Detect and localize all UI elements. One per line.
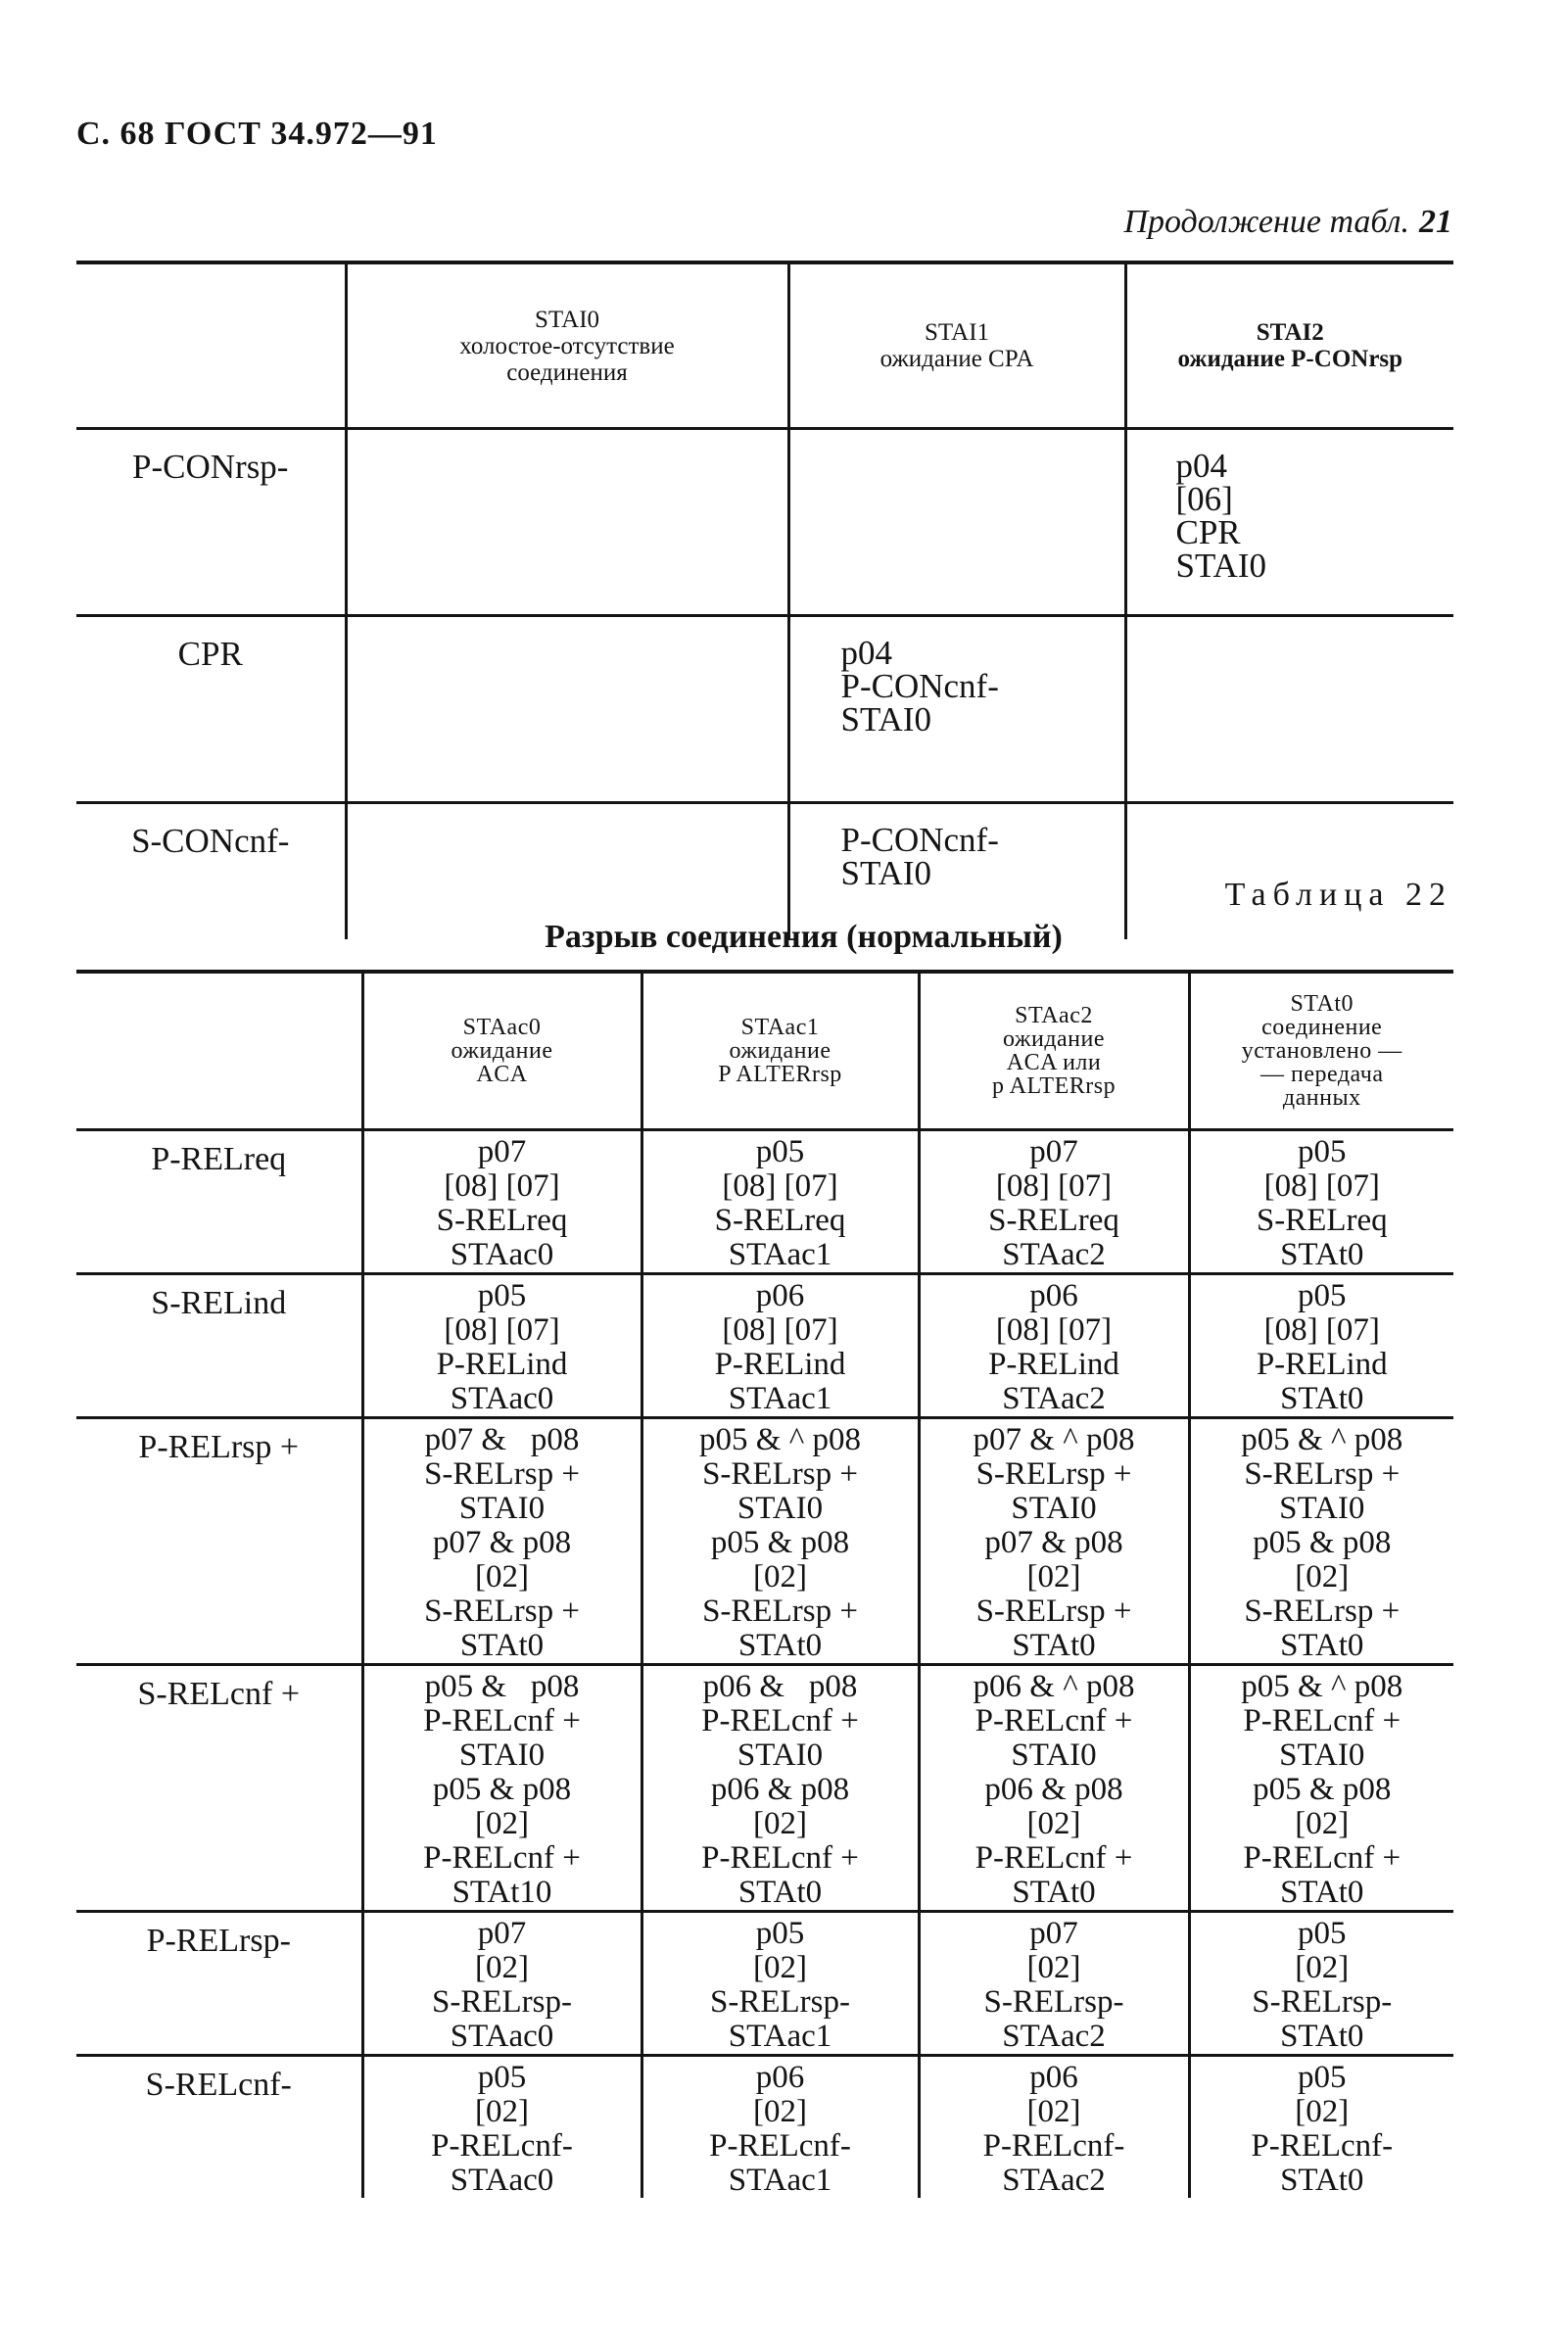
cell-line: p06 & p08 [710,1772,850,1807]
cell-line: [08] [07] [995,1168,1113,1204]
table22-cell [1189,1418,1453,1665]
cell-line: P-RELind [436,1347,568,1382]
cell-line: STAac0 [462,1015,542,1040]
cell-line: ACA или [1006,1050,1102,1075]
cell-line: STAt0 [1280,1875,1364,1910]
cell-line: [02] [1295,1559,1350,1595]
table22-title: Разрыв соединения (нормальный) [545,919,1063,955]
cell-line: STAt0 [1280,2163,1364,2198]
table22-cell [919,1912,1189,2056]
cell-line: p06 & ^ p08 [973,1669,1135,1704]
cell-line: p ALTERrsp [991,1073,1117,1099]
cell-line: p05 [1298,2060,1347,2095]
cell-line: [02] [1026,1950,1081,1985]
cell-line: p05 & p08 [424,1669,580,1704]
cell-line: STAt0 [737,1628,823,1663]
cell-line: STAac2 [1002,2163,1106,2198]
cell-line: установлено — [1241,1038,1402,1064]
cell-line: P-RELcnf + [701,1840,859,1876]
cell-line: p07 & p08 [432,1525,572,1560]
cell-line: P-RELcnf + [1243,1840,1402,1876]
cell-line: p05 & ^ p08 [699,1422,861,1457]
cell-line: [08] [07] [995,1312,1113,1348]
cell-line: p05 [477,1278,527,1313]
table22-row [76,1418,1453,1665]
cell-line: STAI0 [736,1491,824,1526]
cell-line: ожидание [1002,1026,1106,1052]
cell-line: STAac2 [1015,1003,1093,1028]
cell-line: STAac1 [740,1015,820,1040]
table22-row [76,1274,1453,1418]
table21-corner-cell [76,262,346,429]
cell-line: p05 [755,1916,805,1951]
cell-line: [02] [1026,1806,1081,1841]
table22-cell [362,1418,641,1665]
table21-col-header [346,262,788,429]
cell-line: STAI0 [840,854,931,892]
cell-line: STAI0 [1279,1738,1365,1773]
cell-line: STAac2 [1002,2019,1106,2054]
cell-line: p07 [477,1134,527,1169]
table22-col-header [919,972,1189,1130]
table22-cell [919,1274,1189,1418]
cell-line: STAI0 [1279,1491,1365,1526]
cell-line: STAI0 [458,1738,546,1773]
cell-line: S-RELrsp + [975,1594,1132,1629]
cell-line: STAI0 [458,1491,546,1526]
table22-col-header [1189,972,1453,1130]
cell-line: p05 [477,2060,527,2095]
cell-line: P-RELcnf- [709,2128,851,2164]
cell-line: p06 & p08 [984,1772,1123,1807]
table21-col-header [1125,262,1453,429]
cell-line: P-RELcnf + [974,1840,1133,1876]
cell-line: p05 & p08 [1253,1525,1392,1560]
cell-line: S-RELrsp + [702,1594,858,1629]
table21-caption-text: Продолжение табл. [1123,204,1409,240]
cell-line: STAI0 [1175,547,1266,585]
cell-line: STAt0 [1280,1628,1364,1663]
cell-line: S-RELrsp- [1252,1984,1393,2020]
table22-row [76,1912,1453,2056]
cell-line: p07 & p08 [984,1525,1123,1560]
table21-header-row [76,262,1453,429]
cell-line: S-RELrsp + [424,1456,580,1492]
cell-line: p05 [1298,1134,1347,1169]
cell-line: STAI0 [534,306,600,333]
cell-line: P-RELcnf + [1243,1703,1402,1738]
cell-line: соединение [1261,1015,1383,1040]
cell-line: [02] [753,2094,807,2129]
cell-line: p06 [1029,2060,1078,2095]
cell-line: p05 & ^ p08 [1241,1669,1403,1704]
table22-row [76,1130,1453,1274]
cell-line: STAI1 [924,319,990,346]
cell-line: STAt0 [737,1875,823,1910]
cell-line: STAt0 [1290,991,1354,1017]
cell-line: p07 & ^ p08 [973,1422,1135,1457]
table21 [76,261,1453,939]
cell-line: [02] [1295,2094,1350,2129]
table22-cell [641,1274,919,1418]
cell-line: p06 & p08 [702,1669,858,1704]
cell-line: S-RELrsp- [432,1984,572,2020]
table22-col-header [641,972,919,1130]
cell-line: p06 [755,2060,805,2095]
cell-line: [02] [475,1806,529,1841]
cell-line: S-RELrsp + [424,1594,580,1629]
cell-line: S-RELreq [714,1203,846,1238]
cell-line: STAac0 [450,1237,554,1272]
cell-line: P-RELcnf + [701,1703,859,1738]
cell-line: STAt0 [1012,1628,1096,1663]
cell-line: STAt10 [451,1875,552,1910]
cell-line: [02] [1295,1806,1350,1841]
cell-line: ожидание P-CONrsp [1177,346,1403,372]
table21-caption [1123,204,1452,241]
event-label: S-RELcnf- [145,2067,292,2103]
cell-line: [08] [07] [722,1168,838,1204]
cell-line: STAt0 [1280,1237,1364,1272]
table22-cell [1189,1912,1453,2056]
table21-row [76,616,1453,803]
event-label: S-RELcnf + [76,1665,362,1912]
cell-line: P-RELcnf- [1251,2128,1394,2164]
cell-line: холостое-отсутствие [459,332,675,359]
cell-line: p07 [477,1916,527,1951]
cell-line: S-RELrsp + [702,1456,858,1492]
cell-line: S-RELreq [436,1203,568,1238]
cell-line: ожидание CPA [879,346,1034,372]
cell-line: ожидание [451,1038,553,1064]
cell-line: данных [1282,1085,1361,1111]
cell-line: STAac0 [450,2163,554,2198]
cell-line: [02] [475,2094,529,2129]
cell-line: P-CONcnf- [840,821,999,859]
table21-cell [1125,616,1453,803]
cell-line: ожидание [729,1038,832,1064]
cell-line: P-CONcnf- [840,667,999,705]
cell-line: P-RELind [1256,1347,1388,1382]
cell-line: [08] [07] [444,1312,560,1348]
event-label: S-RELind [76,1274,362,1418]
cell-line: [08] [07] [722,1312,838,1348]
table22-cell [1189,1665,1453,1912]
cell-line: STAac1 [728,2019,832,2054]
cell-line: S-RELrsp + [975,1456,1132,1492]
cell-line: p05 [1298,1916,1347,1951]
cell-line: STAac2 [1002,1237,1106,1272]
cell-line: P-RELind [714,1347,846,1382]
table22-cell [362,1130,641,1274]
cell-line: P-RELind [988,1347,1119,1382]
table21-row [76,429,1453,616]
table21-cell [788,616,1125,803]
table21-col-header [788,262,1125,429]
table22-cell [1189,2056,1453,2199]
cell-line: STAI0 [1011,1491,1097,1526]
cell-line: p06 [1029,1278,1078,1313]
table22-row [76,1665,1453,1912]
cell-line: [02] [753,1559,807,1595]
table22-cell [919,1665,1189,1912]
cell-line: P-RELcnf- [982,2128,1125,2164]
table22-cell [919,1418,1189,1665]
cell-line: S-RELreq [988,1203,1119,1238]
event-label: S-CONcnf- [131,822,290,860]
cell-line: S-RELreq [1256,1203,1388,1238]
table22-cell [919,2056,1189,2199]
event-label: P-CONrsp- [76,429,346,616]
cell-line: STAt0 [1280,1381,1364,1416]
cell-line: p05 & ^ p08 [1241,1422,1403,1457]
cell-line: p05 [755,1134,805,1169]
cell-line: STAt0 [459,1628,545,1663]
cell-line: [02] [1295,1950,1350,1985]
cell-line: STAac2 [1002,1381,1106,1416]
cell-line: [02] [475,1950,529,1985]
cell-line: STAac1 [728,1237,832,1272]
cell-line: STAt0 [1280,2019,1364,2054]
cell-line: S-RELrsp- [983,1984,1124,2020]
cell-line: STAac1 [728,1381,832,1416]
table22-cell [362,1665,641,1912]
table22-cell [641,2056,919,2199]
cell-line: P-RELcnf + [423,1703,581,1738]
table22-row [76,2056,1453,2199]
cell-line: P-RELcnf + [974,1703,1133,1738]
table22-cell [1189,1130,1453,1274]
cell-line: S-RELrsp + [1244,1594,1401,1629]
cell-line: p04 [840,634,892,672]
cell-line: STAI0 [1011,1738,1097,1773]
table22-header-row [76,972,1453,1130]
cell-line: P-RELcnf + [423,1840,581,1876]
event-label: CPR [76,616,346,803]
cell-line: S-RELrsp- [710,1984,850,2020]
cell-line: P ALTERrsp [718,1062,842,1087]
cell-line: STAac0 [450,2019,554,2054]
table22-caption: Таблица 22 [1224,877,1452,913]
table22-cell [641,1130,919,1274]
event-label: P-RELrsp- [76,1912,362,2056]
cell-line: [08] [07] [1263,1168,1380,1204]
table21-cell [1125,429,1453,616]
event-label: P-RELrsp + [76,1418,362,1665]
cell-line: — передача [1260,1062,1384,1087]
table21-caption-number: 21 [1419,204,1452,240]
cell-line: [06] [1175,480,1233,518]
cell-line: CPR [1175,513,1241,551]
table22-col-header [362,972,641,1130]
cell-line: p05 [1298,1278,1347,1313]
table22-cell [1189,1274,1453,1418]
cell-line: p05 & p08 [710,1525,850,1560]
cell-line: p05 & p08 [432,1772,572,1807]
cell-line: p07 [1029,1134,1078,1169]
table21-cell [346,429,788,616]
table22-cell [362,1274,641,1418]
cell-line: соединения [506,358,628,386]
event-label: P-RELreq [76,1130,362,1274]
table21-cell [788,429,1125,616]
cell-line: [02] [1026,1559,1081,1595]
cell-line: [08] [07] [1263,1312,1380,1348]
cell-line: p04 [1175,447,1227,485]
cell-line: STAI2 [1256,319,1324,346]
cell-line: [02] [753,1806,807,1841]
cell-line: p05 & p08 [1253,1772,1392,1807]
cell-line: [08] [07] [444,1168,560,1204]
cell-line: STAI0 [840,700,931,738]
cell-line: STAI0 [736,1738,824,1773]
cell-line: [02] [1026,2094,1081,2129]
cell-line: P-RELcnf- [431,2128,573,2164]
cell-line: ACA [476,1062,528,1087]
table22-corner-cell [76,972,362,1130]
cell-line: p06 [755,1278,805,1313]
cell-line: S-RELrsp + [1244,1456,1401,1492]
cell-line: STAac1 [728,2163,832,2198]
table22-cell [362,2056,641,2199]
cell-line: STAac0 [450,1381,554,1416]
cell-line: [02] [475,1559,529,1595]
table21-cell [346,616,788,803]
cell-line: p07 & p08 [424,1422,580,1457]
cell-line: [02] [753,1950,807,1985]
cell-line: p07 [1029,1916,1078,1951]
page-header: С. 68 ГОСТ 34.972—91 [76,116,438,152]
table22 [76,970,1453,2198]
table22-cell [362,1912,641,2056]
table22-cell [641,1418,919,1665]
cell-line: STAt0 [1012,1875,1096,1910]
table22-cell [641,1665,919,1912]
table22-cell [641,1912,919,2056]
table22-cell [919,1130,1189,1274]
